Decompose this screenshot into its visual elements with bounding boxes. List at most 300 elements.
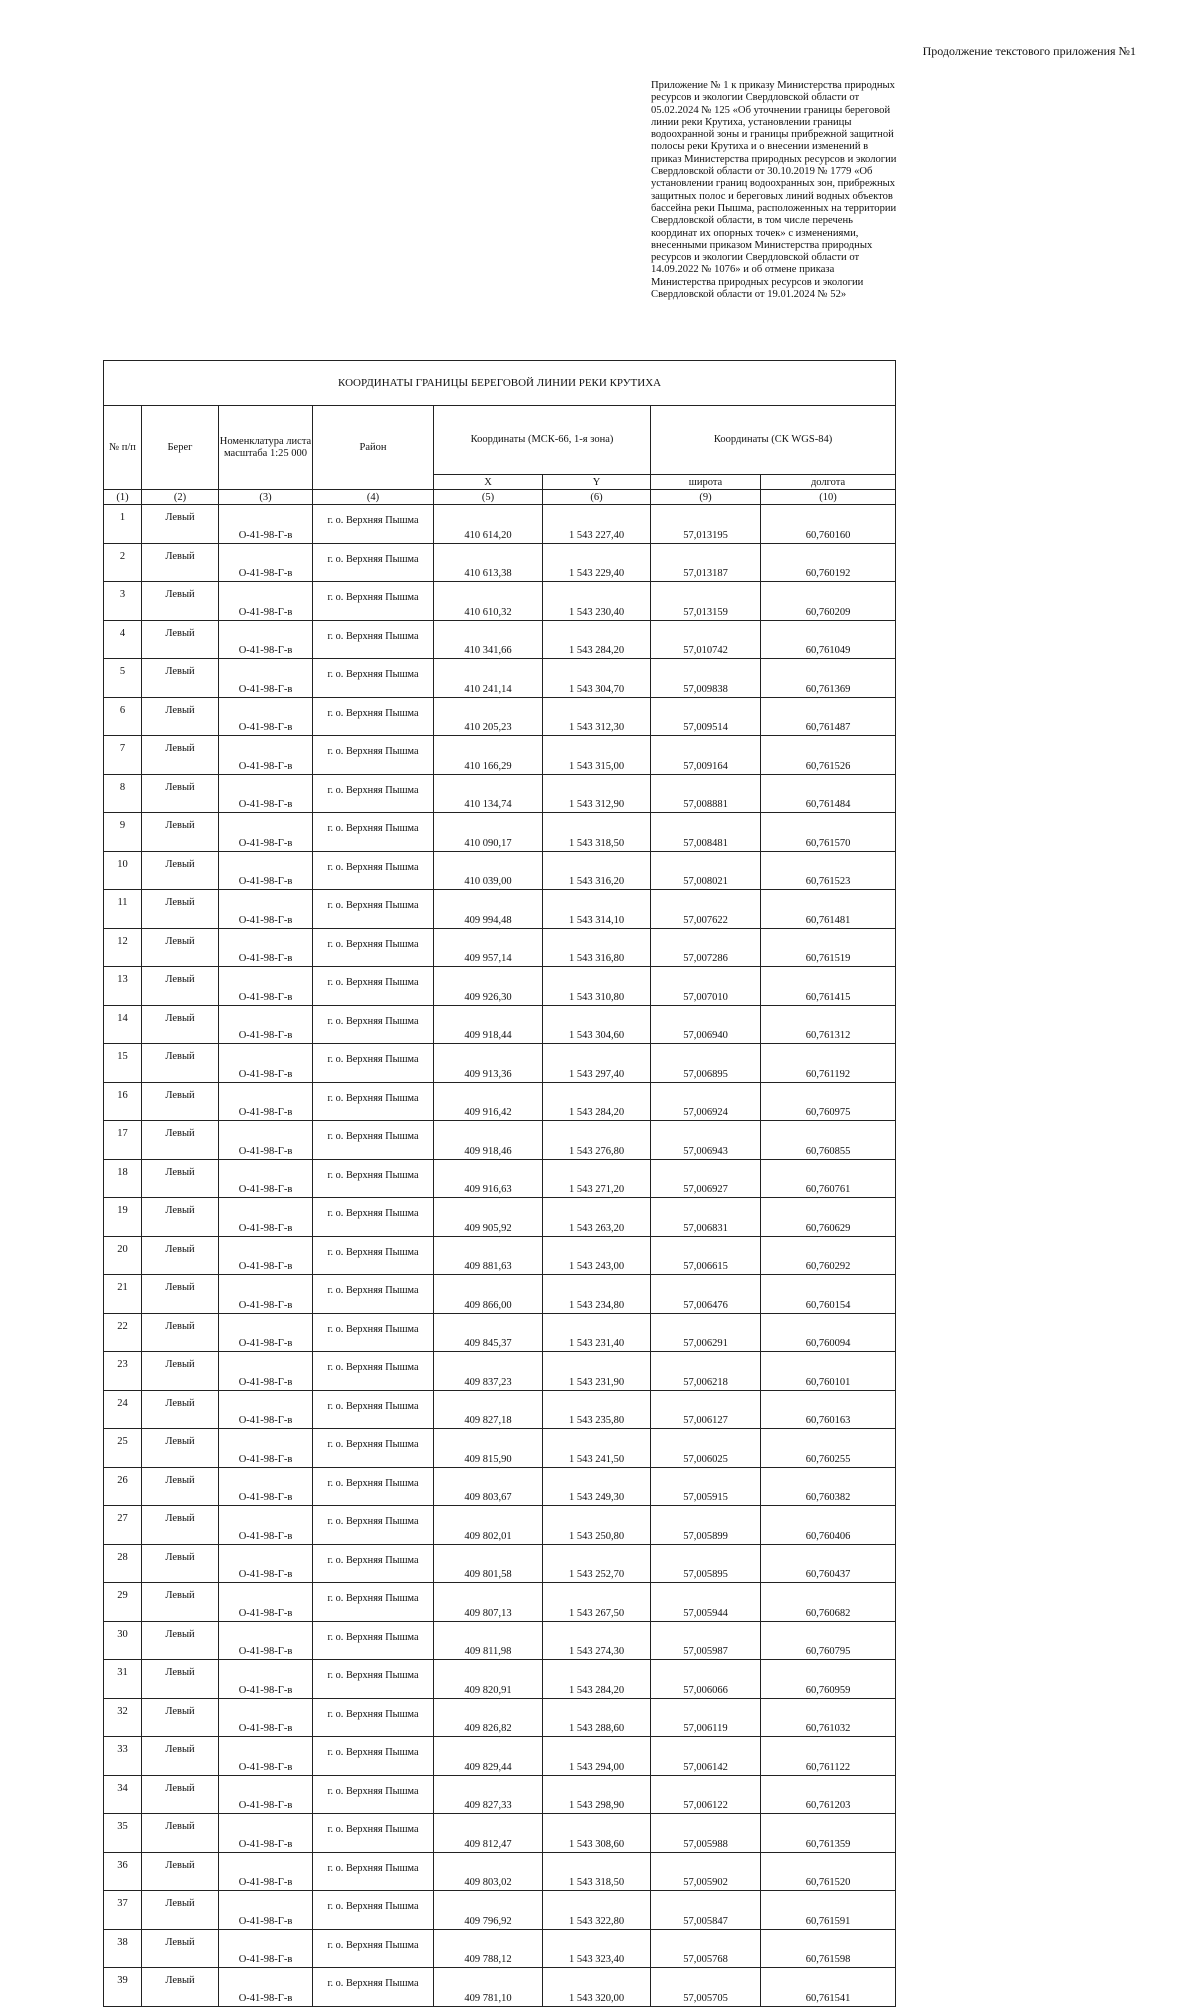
row-number: 6 <box>104 697 142 736</box>
row-number: 30 <box>104 1621 142 1660</box>
row-y: 1 543 318,50 <box>543 813 651 852</box>
row-lon: 60,761541 <box>761 1968 896 2007</box>
row-lat: 57,005899 <box>651 1506 761 1545</box>
row-number: 35 <box>104 1814 142 1853</box>
table-row <box>104 928 896 967</box>
row-district: г. о. Верхняя Пышма <box>313 1814 434 1853</box>
row-district: г. о. Верхняя Пышма <box>313 813 434 852</box>
row-bank: Левый <box>142 1968 219 2007</box>
row-number: 14 <box>104 1005 142 1044</box>
table-row <box>104 1044 896 1083</box>
continuation-label: Продолжение текстового приложения №1 <box>922 44 1136 58</box>
table-row <box>104 1506 896 1545</box>
row-district: г. о. Верхняя Пышма <box>313 1621 434 1660</box>
row-lat: 57,006066 <box>651 1660 761 1699</box>
row-number: 26 <box>104 1467 142 1506</box>
row-district: г. о. Верхняя Пышма <box>313 543 434 582</box>
row-number: 17 <box>104 1121 142 1160</box>
row-number: 31 <box>104 1660 142 1699</box>
table-row <box>104 659 896 698</box>
row-bank: Левый <box>142 1814 219 1853</box>
row-sheet: О-41-98-Г-в <box>219 1082 313 1121</box>
row-y: 1 543 288,60 <box>543 1698 651 1737</box>
row-y: 1 543 294,00 <box>543 1737 651 1776</box>
row-lat: 57,006218 <box>651 1352 761 1391</box>
row-x: 410 614,20 <box>434 505 543 544</box>
row-sheet: О-41-98-Г-в <box>219 659 313 698</box>
row-lat: 57,006142 <box>651 1737 761 1776</box>
table-row <box>104 1544 896 1583</box>
row-bank: Левый <box>142 505 219 544</box>
table-row <box>104 543 896 582</box>
table-row <box>104 890 896 929</box>
row-number: 4 <box>104 620 142 659</box>
row-bank: Левый <box>142 1544 219 1583</box>
row-y: 1 543 274,30 <box>543 1621 651 1660</box>
row-x: 409 866,00 <box>434 1275 543 1314</box>
row-x: 409 905,92 <box>434 1198 543 1237</box>
row-y: 1 543 271,20 <box>543 1159 651 1198</box>
row-y: 1 543 312,90 <box>543 774 651 813</box>
row-y: 1 543 231,40 <box>543 1313 651 1352</box>
row-y: 1 543 316,20 <box>543 851 651 890</box>
table-row <box>104 1698 896 1737</box>
row-x: 409 916,63 <box>434 1159 543 1198</box>
row-lon: 60,761487 <box>761 697 896 736</box>
row-bank: Левый <box>142 1236 219 1275</box>
row-sheet: О-41-98-Г-в <box>219 890 313 929</box>
row-bank: Левый <box>142 1005 219 1044</box>
row-x: 410 134,74 <box>434 774 543 813</box>
row-lat: 57,008021 <box>651 851 761 890</box>
table-row <box>104 1313 896 1352</box>
row-x: 410 090,17 <box>434 813 543 852</box>
table-row <box>104 1814 896 1853</box>
row-lat: 57,005915 <box>651 1467 761 1506</box>
row-district: г. о. Верхняя Пышма <box>313 659 434 698</box>
row-y: 1 543 249,30 <box>543 1467 651 1506</box>
row-lat: 57,006895 <box>651 1044 761 1083</box>
row-lon: 60,761526 <box>761 736 896 775</box>
row-district: г. о. Верхняя Пышма <box>313 1429 434 1468</box>
table-row <box>104 1968 896 2007</box>
table-row <box>104 1621 896 1660</box>
row-district: г. о. Верхняя Пышма <box>313 1082 434 1121</box>
column-number: (4) <box>313 490 434 505</box>
row-x: 409 913,36 <box>434 1044 543 1083</box>
row-district: г. о. Верхняя Пышма <box>313 1929 434 1968</box>
row-district: г. о. Верхняя Пышма <box>313 697 434 736</box>
row-x: 409 837,23 <box>434 1352 543 1391</box>
row-lon: 60,761591 <box>761 1891 896 1930</box>
column-number: (1) <box>104 490 142 505</box>
row-y: 1 543 227,40 <box>543 505 651 544</box>
row-lon: 60,760094 <box>761 1313 896 1352</box>
row-number: 25 <box>104 1429 142 1468</box>
table-row <box>104 1352 896 1391</box>
row-district: г. о. Верхняя Пышма <box>313 1891 434 1930</box>
row-district: г. о. Верхняя Пышма <box>313 1544 434 1583</box>
row-district: г. о. Верхняя Пышма <box>313 1968 434 2007</box>
row-number: 21 <box>104 1275 142 1314</box>
row-number: 8 <box>104 774 142 813</box>
table-row <box>104 1775 896 1814</box>
row-x: 409 803,67 <box>434 1467 543 1506</box>
row-number: 9 <box>104 813 142 852</box>
row-y: 1 543 322,80 <box>543 1891 651 1930</box>
row-number: 23 <box>104 1352 142 1391</box>
row-district: г. о. Верхняя Пышма <box>313 736 434 775</box>
row-x: 410 039,00 <box>434 851 543 890</box>
row-district: г. о. Верхняя Пышма <box>313 620 434 659</box>
row-x: 409 881,63 <box>434 1236 543 1275</box>
row-x: 410 166,29 <box>434 736 543 775</box>
row-y: 1 543 263,20 <box>543 1198 651 1237</box>
row-sheet: О-41-98-Г-в <box>219 1005 313 1044</box>
row-sheet: О-41-98-Г-в <box>219 1737 313 1776</box>
row-district: г. о. Верхняя Пышма <box>313 1044 434 1083</box>
row-sheet: О-41-98-Г-в <box>219 1044 313 1083</box>
table-row <box>104 1467 896 1506</box>
row-lon: 60,760406 <box>761 1506 896 1545</box>
row-lon: 60,761032 <box>761 1698 896 1737</box>
row-lat: 57,006924 <box>651 1082 761 1121</box>
table-row <box>104 1891 896 1930</box>
row-sheet: О-41-98-Г-в <box>219 1891 313 1930</box>
row-lat: 57,006476 <box>651 1275 761 1314</box>
row-sheet: О-41-98-Г-в <box>219 505 313 544</box>
column-numbers-row <box>104 490 896 505</box>
row-lat: 57,005895 <box>651 1544 761 1583</box>
row-lon: 60,761359 <box>761 1814 896 1853</box>
row-lat: 57,007622 <box>651 890 761 929</box>
row-y: 1 543 320,00 <box>543 1968 651 2007</box>
row-bank: Левый <box>142 890 219 929</box>
row-y: 1 543 308,60 <box>543 1814 651 1853</box>
table-row <box>104 1429 896 1468</box>
table-row <box>104 1737 896 1776</box>
row-x: 409 820,91 <box>434 1660 543 1699</box>
row-bank: Левый <box>142 736 219 775</box>
row-bank: Левый <box>142 1775 219 1814</box>
row-lat: 57,006943 <box>651 1121 761 1160</box>
row-y: 1 543 243,00 <box>543 1236 651 1275</box>
row-x: 409 807,13 <box>434 1583 543 1622</box>
row-lat: 57,009164 <box>651 736 761 775</box>
row-number: 3 <box>104 582 142 621</box>
row-district: г. о. Верхняя Пышма <box>313 1313 434 1352</box>
row-lon: 60,761481 <box>761 890 896 929</box>
column-number: (2) <box>142 490 219 505</box>
row-sheet: О-41-98-Г-в <box>219 1621 313 1660</box>
row-lat: 57,006615 <box>651 1236 761 1275</box>
row-number: 34 <box>104 1775 142 1814</box>
row-y: 1 543 284,20 <box>543 1660 651 1699</box>
header-lat: широта <box>651 475 761 490</box>
table-title: КООРДИНАТЫ ГРАНИЦЫ БЕРЕГОВОЙ ЛИНИИ РЕКИ КРУТИХА <box>104 361 896 406</box>
row-sheet: О-41-98-Г-в <box>219 813 313 852</box>
row-y: 1 543 250,80 <box>543 1506 651 1545</box>
row-district: г. о. Верхняя Пышма <box>313 1583 434 1622</box>
row-lat: 57,006831 <box>651 1198 761 1237</box>
row-number: 11 <box>104 890 142 929</box>
table-row <box>104 1390 896 1429</box>
row-sheet: О-41-98-Г-в <box>219 1313 313 1352</box>
row-x: 409 926,30 <box>434 967 543 1006</box>
row-number: 13 <box>104 967 142 1006</box>
row-district: г. о. Верхняя Пышма <box>313 928 434 967</box>
header-district: Район <box>313 406 434 490</box>
row-number: 16 <box>104 1082 142 1121</box>
row-y: 1 543 314,10 <box>543 890 651 929</box>
row-x: 409 918,46 <box>434 1121 543 1160</box>
row-bank: Левый <box>142 1852 219 1891</box>
row-bank: Левый <box>142 582 219 621</box>
row-y: 1 543 231,90 <box>543 1352 651 1391</box>
row-sheet: О-41-98-Г-в <box>219 1467 313 1506</box>
row-lon: 60,760292 <box>761 1236 896 1275</box>
row-sheet: О-41-98-Г-в <box>219 1929 313 1968</box>
row-lon: 60,760192 <box>761 543 896 582</box>
row-y: 1 543 323,40 <box>543 1929 651 1968</box>
row-bank: Левый <box>142 1352 219 1391</box>
table-row <box>104 505 896 544</box>
row-bank: Левый <box>142 1698 219 1737</box>
row-lon: 60,761203 <box>761 1775 896 1814</box>
row-district: г. о. Верхняя Пышма <box>313 505 434 544</box>
row-number: 5 <box>104 659 142 698</box>
table-row <box>104 620 896 659</box>
row-lon: 60,760975 <box>761 1082 896 1121</box>
row-y: 1 543 298,90 <box>543 1775 651 1814</box>
row-sheet: О-41-98-Г-в <box>219 620 313 659</box>
row-sheet: О-41-98-Г-в <box>219 543 313 582</box>
row-district: г. о. Верхняя Пышма <box>313 890 434 929</box>
row-bank: Левый <box>142 620 219 659</box>
header-msk: Координаты (МСК-66, 1-я зона) <box>434 406 651 475</box>
row-lat: 57,008881 <box>651 774 761 813</box>
row-sheet: О-41-98-Г-в <box>219 1159 313 1198</box>
row-lat: 57,006119 <box>651 1698 761 1737</box>
row-sheet: О-41-98-Г-в <box>219 1198 313 1237</box>
row-bank: Левый <box>142 1891 219 1930</box>
row-x: 409 994,48 <box>434 890 543 929</box>
row-y: 1 543 316,80 <box>543 928 651 967</box>
row-lon: 60,760255 <box>761 1429 896 1468</box>
row-lon: 60,761570 <box>761 813 896 852</box>
header-lon: долгота <box>761 475 896 490</box>
row-bank: Левый <box>142 774 219 813</box>
row-y: 1 543 252,70 <box>543 1544 651 1583</box>
row-y: 1 543 304,70 <box>543 659 651 698</box>
row-y: 1 543 284,20 <box>543 1082 651 1121</box>
table-row <box>104 1583 896 1622</box>
row-bank: Левый <box>142 543 219 582</box>
column-number: (10) <box>761 490 896 505</box>
row-lon: 60,760154 <box>761 1275 896 1314</box>
row-bank: Левый <box>142 1121 219 1160</box>
row-district: г. о. Верхняя Пышма <box>313 967 434 1006</box>
row-x: 409 811,98 <box>434 1621 543 1660</box>
row-lon: 60,761519 <box>761 928 896 967</box>
row-bank: Левый <box>142 1737 219 1776</box>
row-sheet: О-41-98-Г-в <box>219 1121 313 1160</box>
row-lon: 60,760209 <box>761 582 896 621</box>
row-x: 410 241,14 <box>434 659 543 698</box>
row-lat: 57,008481 <box>651 813 761 852</box>
row-sheet: О-41-98-Г-в <box>219 851 313 890</box>
row-district: г. о. Верхняя Пышма <box>313 774 434 813</box>
row-number: 28 <box>104 1544 142 1583</box>
row-number: 27 <box>104 1506 142 1545</box>
row-lat: 57,013159 <box>651 582 761 621</box>
row-y: 1 543 235,80 <box>543 1390 651 1429</box>
row-x: 410 341,66 <box>434 620 543 659</box>
row-lat: 57,005944 <box>651 1583 761 1622</box>
row-x: 409 827,33 <box>434 1775 543 1814</box>
row-lat: 57,010742 <box>651 620 761 659</box>
row-bank: Левый <box>142 851 219 890</box>
row-district: г. о. Верхняя Пышма <box>313 582 434 621</box>
row-district: г. о. Верхняя Пышма <box>313 1352 434 1391</box>
row-x: 409 781,10 <box>434 1968 543 2007</box>
table-row <box>104 813 896 852</box>
row-x: 409 845,37 <box>434 1313 543 1352</box>
header-bank: Берег <box>142 406 219 490</box>
row-sheet: О-41-98-Г-в <box>219 697 313 736</box>
row-lon: 60,761523 <box>761 851 896 890</box>
row-lon: 60,761484 <box>761 774 896 813</box>
row-lon: 60,760382 <box>761 1467 896 1506</box>
row-bank: Левый <box>142 697 219 736</box>
row-lat: 57,007010 <box>651 967 761 1006</box>
row-lat: 57,005847 <box>651 1891 761 1930</box>
row-number: 2 <box>104 543 142 582</box>
row-lon: 60,761122 <box>761 1737 896 1776</box>
table-row <box>104 967 896 1006</box>
row-district: г. о. Верхняя Пышма <box>313 1775 434 1814</box>
table-row <box>104 736 896 775</box>
row-sheet: О-41-98-Г-в <box>219 1968 313 2007</box>
row-lat: 57,006940 <box>651 1005 761 1044</box>
row-lat: 57,005768 <box>651 1929 761 1968</box>
row-bank: Левый <box>142 1506 219 1545</box>
row-number: 10 <box>104 851 142 890</box>
row-y: 1 543 310,80 <box>543 967 651 1006</box>
row-bank: Левый <box>142 659 219 698</box>
table-row <box>104 774 896 813</box>
row-lon: 60,760160 <box>761 505 896 544</box>
row-sheet: О-41-98-Г-в <box>219 582 313 621</box>
column-number: (5) <box>434 490 543 505</box>
row-lon: 60,760855 <box>761 1121 896 1160</box>
row-x: 409 829,44 <box>434 1737 543 1776</box>
row-y: 1 543 234,80 <box>543 1275 651 1314</box>
row-bank: Левый <box>142 1275 219 1314</box>
row-y: 1 543 312,30 <box>543 697 651 736</box>
row-x: 409 801,58 <box>434 1544 543 1583</box>
row-y: 1 543 318,50 <box>543 1852 651 1891</box>
row-lon: 60,761598 <box>761 1929 896 1968</box>
row-lat: 57,006927 <box>651 1159 761 1198</box>
row-lon: 60,760795 <box>761 1621 896 1660</box>
row-sheet: О-41-98-Г-в <box>219 967 313 1006</box>
table-row <box>104 1198 896 1237</box>
row-lat: 57,013187 <box>651 543 761 582</box>
row-district: г. о. Верхняя Пышма <box>313 851 434 890</box>
row-number: 22 <box>104 1313 142 1352</box>
row-x: 409 957,14 <box>434 928 543 967</box>
row-y: 1 543 304,60 <box>543 1005 651 1044</box>
row-district: г. о. Верхняя Пышма <box>313 1660 434 1699</box>
row-lon: 60,761192 <box>761 1044 896 1083</box>
row-x: 409 802,01 <box>434 1506 543 1545</box>
row-lat: 57,013195 <box>651 505 761 544</box>
row-y: 1 543 229,40 <box>543 543 651 582</box>
column-number: (3) <box>219 490 313 505</box>
row-sheet: О-41-98-Г-в <box>219 1390 313 1429</box>
table-row <box>104 1005 896 1044</box>
row-bank: Левый <box>142 1198 219 1237</box>
row-sheet: О-41-98-Г-в <box>219 1429 313 1468</box>
row-bank: Левый <box>142 1467 219 1506</box>
row-lon: 60,761369 <box>761 659 896 698</box>
row-number: 20 <box>104 1236 142 1275</box>
header-wgs: Координаты (СК WGS-84) <box>651 406 896 475</box>
row-x: 409 826,82 <box>434 1698 543 1737</box>
header-y: Y <box>543 475 651 490</box>
row-lat: 57,006122 <box>651 1775 761 1814</box>
table-row <box>104 1236 896 1275</box>
table-row <box>104 582 896 621</box>
row-sheet: О-41-98-Г-в <box>219 1775 313 1814</box>
row-x: 409 916,42 <box>434 1082 543 1121</box>
row-sheet: О-41-98-Г-в <box>219 928 313 967</box>
row-sheet: О-41-98-Г-в <box>219 1698 313 1737</box>
row-y: 1 543 241,50 <box>543 1429 651 1468</box>
row-bank: Левый <box>142 1159 219 1198</box>
column-number: (9) <box>651 490 761 505</box>
row-number: 18 <box>104 1159 142 1198</box>
row-lon: 60,760761 <box>761 1159 896 1198</box>
row-x: 409 796,92 <box>434 1891 543 1930</box>
row-sheet: О-41-98-Г-в <box>219 1352 313 1391</box>
row-number: 19 <box>104 1198 142 1237</box>
row-district: г. о. Верхняя Пышма <box>313 1506 434 1545</box>
appendix-reference: Приложение № 1 к приказу Министерства природных ресурсов и экологии Свердловской области от 05.02.2024 № 125 «Об уточнении границы береговой линии реки Крутиха, установлении границы водоохранной зоны и границы прибрежной защитной полосы реки Крутиха и о внесении изменений в приказ Министерства природных ресурсов и экологии Свердловской области от 30.10.2019 № 1779 «Об установлении границ водоохранных зон, прибрежных защитных полос и береговых линий водных объектов бассейна реки Пышма, расположенных на территории Свердловской области, в том числе перечень координат их опорных точек» с изменениями, внесенными приказом Министерства природных ресурсов и экологии Свердловской области от 14.09.2022 № 1076» и об отмене приказа Министерства природных ресурсов и экологии Свердловской области от 19.01.2024 № 52» <box>651 80 897 301</box>
row-bank: Левый <box>142 1390 219 1429</box>
row-number: 38 <box>104 1929 142 1968</box>
table-row <box>104 1929 896 1968</box>
row-lat: 57,006291 <box>651 1313 761 1352</box>
row-lat: 57,007286 <box>651 928 761 967</box>
row-district: г. о. Верхняя Пышма <box>313 1159 434 1198</box>
row-sheet: О-41-98-Г-в <box>219 1660 313 1699</box>
row-lon: 60,761520 <box>761 1852 896 1891</box>
row-x: 410 613,38 <box>434 543 543 582</box>
row-lat: 57,006025 <box>651 1429 761 1468</box>
row-bank: Левый <box>142 1621 219 1660</box>
row-y: 1 543 315,00 <box>543 736 651 775</box>
table-row <box>104 697 896 736</box>
row-number: 37 <box>104 1891 142 1930</box>
coordinates-table <box>103 360 896 2007</box>
table-row <box>104 1660 896 1699</box>
column-number: (6) <box>543 490 651 505</box>
row-bank: Левый <box>142 967 219 1006</box>
row-lon: 60,760163 <box>761 1390 896 1429</box>
row-y: 1 543 284,20 <box>543 620 651 659</box>
